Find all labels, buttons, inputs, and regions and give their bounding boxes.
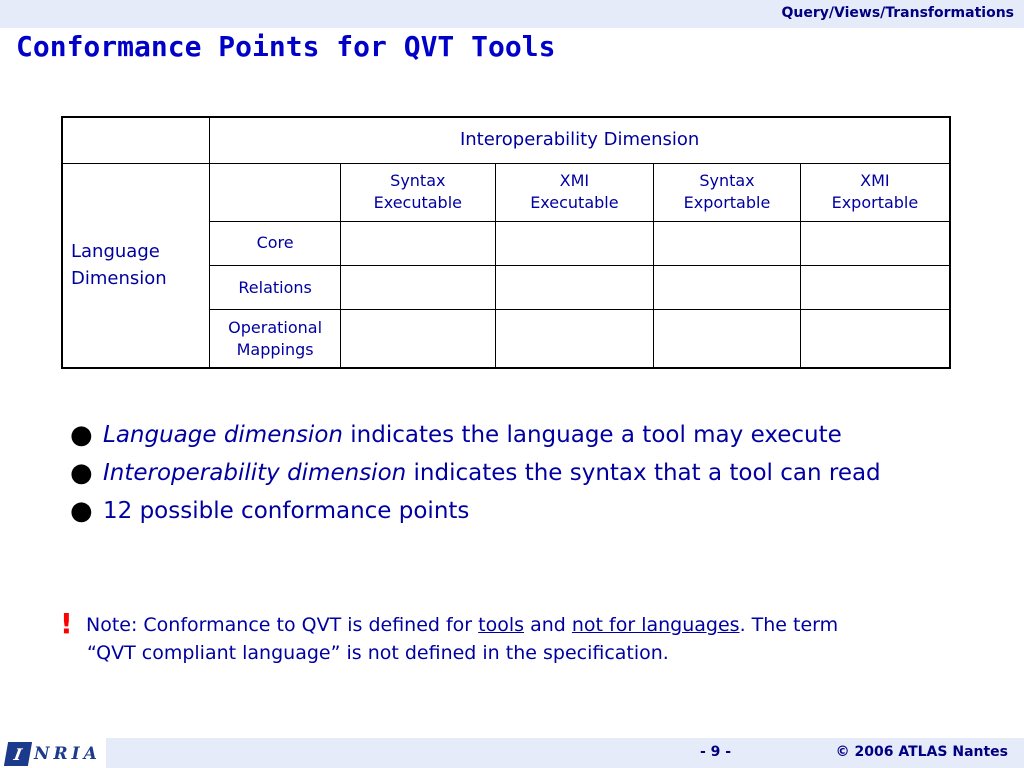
note-text-part2: and <box>524 614 572 636</box>
empty-cell <box>654 221 801 265</box>
column-header-line2: Executable <box>373 193 462 213</box>
page-number: - 9 - <box>700 744 732 760</box>
row-label-line1: Operational <box>228 317 323 337</box>
empty-cell <box>495 266 654 310</box>
empty-cell <box>495 221 654 265</box>
interop-dimension-header: Interoperability Dimension <box>210 117 950 163</box>
column-header <box>495 163 654 221</box>
language-label-line1: Language <box>71 241 160 263</box>
column-header <box>654 163 801 221</box>
table-row <box>62 163 950 221</box>
note-paragraph <box>60 607 960 667</box>
exclamation-icon: ! <box>60 607 73 640</box>
footer <box>0 738 1024 768</box>
table-row <box>62 117 950 163</box>
column-header <box>800 163 950 221</box>
column-header-line1: XMI <box>559 171 590 191</box>
top-banner <box>0 0 1024 28</box>
copyright: © 2006 ATLAS Nantes <box>835 744 1008 760</box>
conformance-table <box>61 116 951 369</box>
column-header-line1: XMI <box>860 171 890 191</box>
inria-logo <box>6 742 101 766</box>
note-underlined-tools: tools <box>478 614 525 636</box>
inria-logo-text: NRIA <box>34 744 101 764</box>
bullet-list <box>70 420 970 534</box>
empty-cell <box>800 266 950 310</box>
column-header-line2: Executable <box>530 193 619 213</box>
row-label-core: Core <box>210 221 341 265</box>
column-header <box>341 163 496 221</box>
column-header-line1: Syntax <box>699 171 755 191</box>
slide-title: Conformance Points for QVT Tools <box>16 30 556 63</box>
column-header-line1: Syntax <box>390 171 446 191</box>
table-corner-cell <box>62 117 210 163</box>
empty-cell <box>341 310 496 368</box>
language-label-line2: Dimension <box>71 268 167 290</box>
list-item <box>70 458 970 488</box>
empty-cell <box>210 163 341 221</box>
bullet-dot-icon: ● <box>70 458 93 488</box>
bullet-text: indicates the syntax that a tool can read <box>406 460 881 486</box>
note-underlined-not-for-languages: not for languages <box>571 614 740 636</box>
banner-title: Query/Views/Transformations <box>781 5 1014 21</box>
column-header-line2: Exportable <box>683 193 771 213</box>
bullet-emphasis: Interoperability dimension <box>103 460 407 486</box>
empty-cell <box>341 221 496 265</box>
empty-cell <box>341 266 496 310</box>
empty-cell <box>654 266 801 310</box>
row-label-line2: Mappings <box>236 339 314 359</box>
empty-cell <box>800 221 950 265</box>
note-text-part1: Note: Conformance to QVT is defined for <box>86 614 479 636</box>
note-text-line2: “QVT compliant language” is not defined in the specification. <box>87 642 669 664</box>
note-text-part3: . The term <box>739 614 839 636</box>
row-label-relations: Relations <box>210 266 341 310</box>
bullet-emphasis: Language dimension <box>103 422 343 448</box>
list-item <box>70 496 970 526</box>
empty-cell <box>800 310 950 368</box>
bullet-text: 12 possible conformance points <box>103 498 470 524</box>
bullet-dot-icon: ● <box>70 496 93 526</box>
empty-cell <box>495 310 654 368</box>
empty-cell <box>654 310 801 368</box>
row-label-operational-mappings <box>210 310 341 368</box>
bullet-text: indicates the language a tool may execute <box>342 422 842 448</box>
inria-logo-mark-icon: I <box>4 742 32 766</box>
language-dimension-cell <box>62 163 210 368</box>
bullet-dot-icon: ● <box>70 420 93 450</box>
list-item <box>70 420 970 450</box>
column-header-line2: Exportable <box>831 193 919 213</box>
